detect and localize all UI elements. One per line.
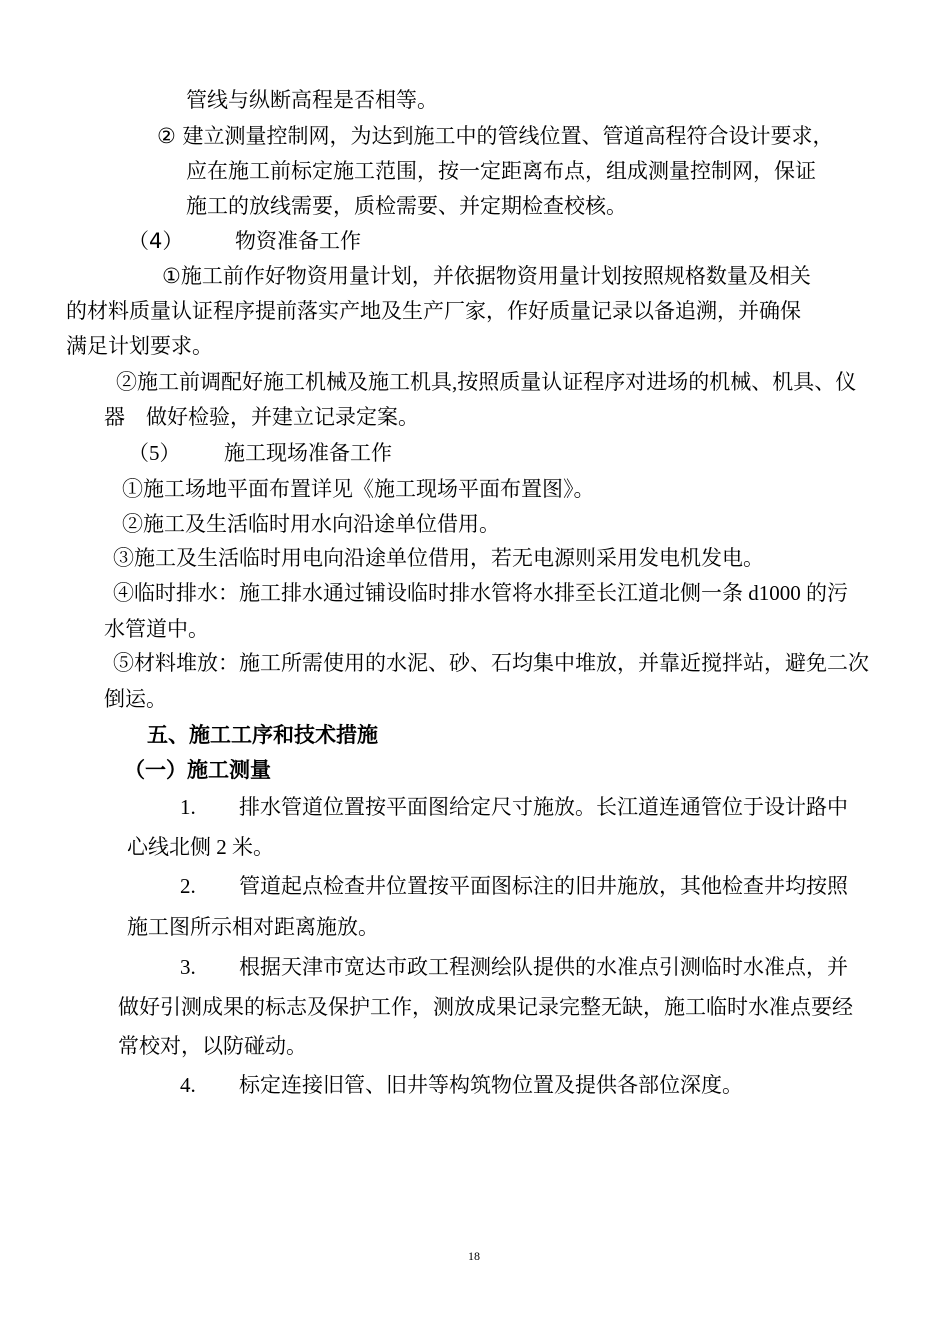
text-line: ②施工前调配好施工机械及施工机具,按照质量认证程序对进场的机械、机具、仪 bbox=[116, 370, 857, 394]
text-line: ④临时排水：施工排水通过铺设临时排水管将水排至长江道北侧一条 d1000 的污 bbox=[113, 581, 848, 605]
section-heading: 施工现场准备工作 bbox=[224, 441, 392, 465]
item-number: 1. bbox=[180, 795, 196, 819]
text-line: 倒运。 bbox=[104, 687, 167, 711]
section-number: （4） bbox=[128, 229, 184, 253]
text-line: 做好引测成果的标志及保护工作，测放成果记录完整无缺，施工临时水准点要经 bbox=[118, 995, 853, 1019]
text-line: 常校对，以防碰动。 bbox=[118, 1034, 307, 1058]
text-line: 管道起点检查井位置按平面图标注的旧井施放，其他检查井均按照 bbox=[239, 874, 848, 898]
text-line: 排水管道位置按平面图给定尺寸施放。长江道连通管位于设计路中 bbox=[239, 795, 848, 819]
text-line: ①施工场地平面布置详见《施工现场平面布置图》。 bbox=[122, 477, 595, 501]
text-line: ①施工前作好物资用量计划，并依据物资用量计划按照规格数量及相关 bbox=[162, 264, 811, 288]
text-line: 施工图所示相对距离施放。 bbox=[127, 915, 379, 939]
text-line: ⑤材料堆放：施工所需使用的水泥、砂、石均集中堆放，并靠近搅拌站，避免二次 bbox=[113, 651, 869, 675]
text-line: 根据天津市宽达市政工程测绘队提供的水准点引测临时水准点，并 bbox=[239, 955, 848, 979]
text-line: ②施工及生活临时用水向沿途单位借用。 bbox=[122, 512, 500, 536]
text-line: ② 建立测量控制网，为达到施工中的管线位置、管道高程符合设计要求， bbox=[157, 124, 834, 148]
page-number: 18 bbox=[468, 1249, 480, 1263]
text-line: 心线北侧 2 米。 bbox=[127, 835, 274, 859]
text-line: 施工的放线需要，质检需要、并定期检查校核。 bbox=[186, 194, 627, 218]
text-line: 管线与纵断高程是否相等。 bbox=[186, 88, 438, 112]
text-line: 满足计划要求。 bbox=[66, 334, 213, 358]
section-number: （5） bbox=[128, 441, 181, 465]
subsection-heading: （一）施工测量 bbox=[124, 758, 271, 782]
text-line: 水管道中。 bbox=[104, 617, 209, 641]
text-line: 标定连接旧管、旧井等构筑物位置及提供各部位深度。 bbox=[239, 1073, 743, 1097]
item-number: 2. bbox=[180, 874, 196, 898]
text-line: ③施工及生活临时用电向沿途单位借用，若无电源则采用发电机发电。 bbox=[113, 546, 764, 570]
section-heading: 物资准备工作 bbox=[235, 229, 361, 253]
item-number: 4. bbox=[180, 1073, 196, 1097]
chapter-heading: 五、施工工序和技术措施 bbox=[147, 723, 378, 747]
text-line: 应在施工前标定施工范围，按一定距离布点，组成测量控制网，保证 bbox=[186, 159, 816, 183]
item-number: 3. bbox=[180, 955, 196, 979]
text-line: 的材料质量认证程序提前落实产地及生产厂家，作好质量记录以备追溯，并确保 bbox=[66, 299, 801, 323]
text-line: 器 做好检验，并建立记录定案。 bbox=[104, 405, 419, 429]
